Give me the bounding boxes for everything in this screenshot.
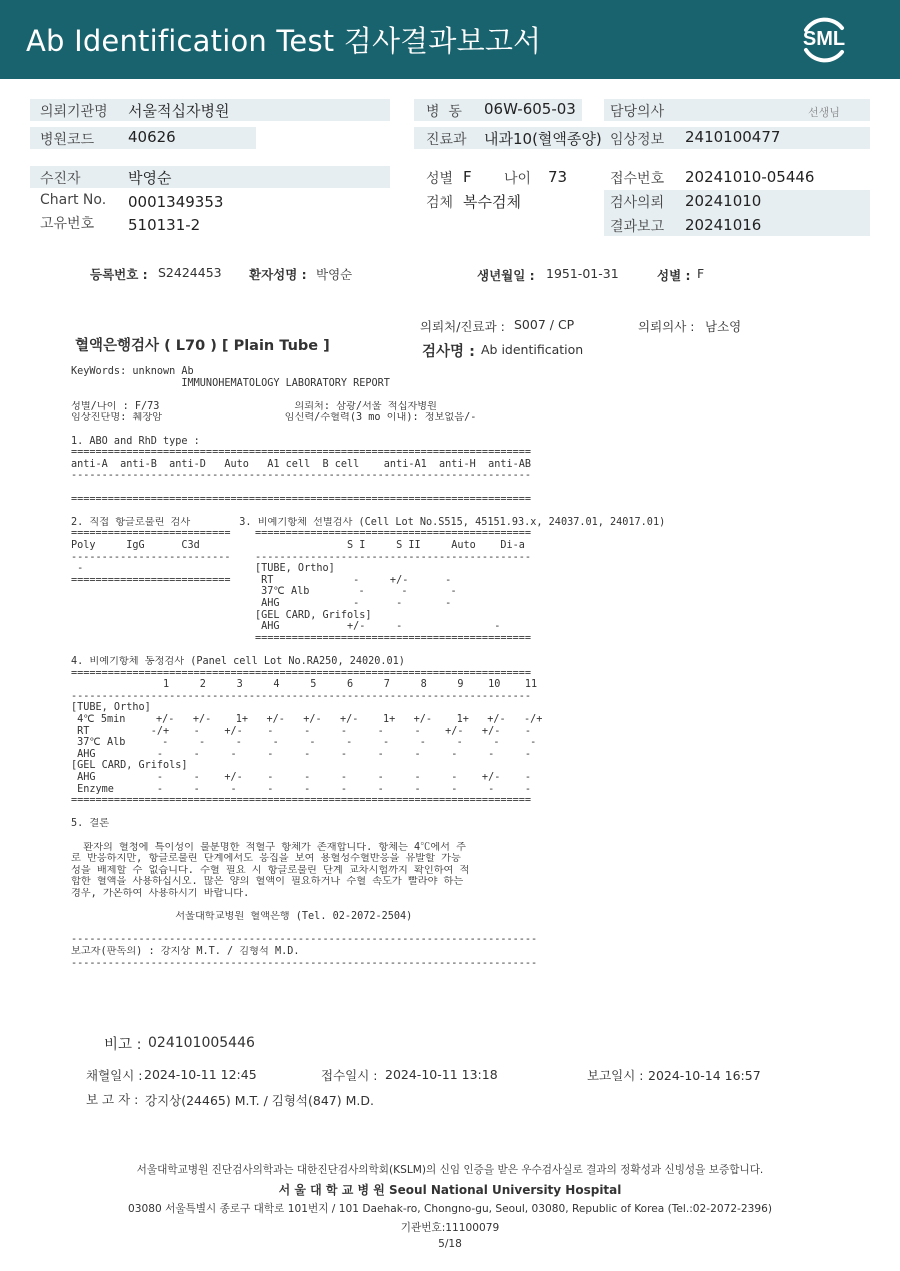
report-line: 2. 직접 항글로불린 검사 3. 비예기항체 선별검사 (Cell Lot No.S515, 45151.93.x, 24037.01, 24017.01) <box>71 516 666 528</box>
sml-logo <box>798 14 850 64</box>
footer-certification: 서울대학교병원 진단검사의학과는 대한진단검사의학회(KSLM)의 신임 인증을 받은 우수검사실로 결과의 정확성과 신빙성을 보증합니다. <box>136 1164 764 1176</box>
test-title: 혈액은행검사 ( L70 ) [ Plain Tube ] <box>75 338 330 354</box>
age-label: 나이 <box>504 171 532 187</box>
age-value: 73 <box>548 168 568 186</box>
report-time-value: 2024-10-14 16:57 <box>648 1068 761 1083</box>
report-line: --------------------------------------------------------------------------- <box>71 690 532 702</box>
note-label: 비고 : <box>104 1037 142 1053</box>
report-line: 로 반응하지만, 항글로불린 단계에서도 응집을 보여 용혈성수혈반응을 유발할 가능 <box>71 853 461 865</box>
request-label: 검사의뢰 <box>610 195 665 211</box>
report-line: 임상진단명: 췌장암 임신력/수혈력(3 mo 이내): 정보없음/- <box>71 412 477 424</box>
doctor-label: 담당의사 <box>610 104 665 120</box>
footer-hospital-name: 서 울 대 학 교 병 원 Seoul National University Hospital <box>278 1183 622 1197</box>
sex-label: 성별 <box>426 171 454 187</box>
report-line: 37℃ Alb - - - <box>71 586 457 598</box>
test-name-label: 검사명 : <box>422 344 475 360</box>
ref-doc-label: 의뢰의사 : <box>638 319 695 334</box>
chart-value: 0001349353 <box>128 193 224 211</box>
note-value: 024101005446 <box>148 1035 255 1051</box>
report-line: AHG +/- - - <box>71 621 501 633</box>
page-number: 5/18 <box>438 1238 462 1250</box>
footer-address: 03080 서울특별시 종로구 대학로 101번지 / 101 Daehak-ro, Chongno-gu, Seoul, 03080, Republic of Korea (Tel.:02-2072-2396) <box>128 1203 772 1215</box>
request-value: 20241010 <box>685 192 762 210</box>
logo-text: SML <box>802 28 846 50</box>
report-date-value: 20241016 <box>685 216 762 234</box>
report-line: [GEL CARD, Grifols] <box>71 760 188 772</box>
patient-value: 박영순 <box>128 169 172 187</box>
sex-value: F <box>463 168 472 186</box>
ward-value: 06W-605-03 <box>484 100 576 118</box>
report-line: 5. 결론 <box>71 818 110 830</box>
report-line: anti-A anti-B anti-D Auto A1 cell B cell anti-A1 anti-H anti-AB <box>71 458 532 470</box>
report-line: KeyWords: unknown Ab <box>71 366 194 377</box>
clinical-value: 2410100477 <box>685 128 781 146</box>
collect-value: 2024-10-11 12:45 <box>144 1067 257 1082</box>
report-line: 4℃ 5min +/- +/- 1+ +/- +/- +/- 1+ +/- 1+ +/- -/+ <box>71 714 543 725</box>
ref-doc-value: 남소영 <box>705 319 742 334</box>
report-line: =========================================================================== <box>71 493 532 505</box>
specimen-label: 검체 <box>426 195 454 211</box>
report-line: AHG - - - - - - - - - - - <box>71 748 532 760</box>
report-line: Poly IgG C3d S I S II Auto Di-a <box>71 540 525 551</box>
report-title: Ab Identification Test 검사결과보고서 <box>26 24 542 58</box>
report-line: 4. 비예기항체 동정검사 (Panel cell Lot No.RA250, 24020.01) <box>71 656 405 667</box>
report-line: 서울대학교병원 혈액은행 (Tel. 02-2072-2504) <box>71 911 413 923</box>
birth-label: 생년월일 : <box>477 268 535 283</box>
report-line: ============================================= <box>71 632 532 644</box>
name-label: 환자성명 : <box>249 267 307 282</box>
reporter-label: 보 고 자 : <box>86 1092 139 1107</box>
report-line: 경우, 가온하여 사용하시기 바랍니다. <box>71 888 250 899</box>
report-line: RT -/+ - +/- - - - - - +/- +/- - <box>71 725 532 737</box>
patient-label: 수진자 <box>40 171 81 187</box>
reg-value: S2424453 <box>158 265 222 280</box>
report-line: ========================== ============================================= <box>71 528 532 540</box>
report-line: 성을 배제할 수 없습니다. 수혈 필요 시 항글로불린 단계 교차시험까지 확인하여 적 <box>71 864 470 876</box>
sex2-label: 성별 : <box>657 268 691 283</box>
report-line: 합한 혈액을 사용하십시오. 많은 양의 혈액이 필요하거나 수혈 속도가 빨라야 하는 <box>71 876 464 888</box>
report-line: 보고자(판독의) : 강지상 M.T. / 김형석 M.D. <box>71 946 300 957</box>
referral-value: S007 / CP <box>514 317 575 332</box>
report-time-label: 보고일시 : <box>587 1068 644 1083</box>
ward-label: 병 동 <box>426 104 462 120</box>
report-line: =========================================================================== <box>71 795 532 807</box>
reporter-value: 강지상(24465) M.T. / 김형석(847) M.D. <box>145 1093 374 1108</box>
accept-value: 2024-10-11 13:18 <box>385 1067 498 1082</box>
test-name-value: Ab identification <box>481 342 584 357</box>
receipt-label: 접수번호 <box>610 171 665 187</box>
hospital-code-value: 40626 <box>128 128 176 146</box>
report-line: AHG - - - <box>71 598 452 609</box>
report-line: ========================== RT - +/- - <box>71 574 452 586</box>
collect-label: 채혈일시 : <box>86 1068 143 1083</box>
report-line: -------------------------- --------------------------------------------- <box>71 551 532 563</box>
report-line: - [TUBE, Ortho] <box>71 563 335 575</box>
report-line: 환자의 혈청에 특이성이 불분명한 적혈구 항체가 존재합니다. 항체는 4℃에서 주 <box>71 841 466 853</box>
reg-label: 등록번호 : <box>90 267 148 282</box>
chart-label: Chart No. <box>40 192 107 208</box>
report-line: =========================================================================== <box>71 447 532 459</box>
referral-label: 의뢰처/진료과 : <box>420 319 505 334</box>
report-line: 1 2 3 4 5 6 7 8 9 10 11 <box>71 679 538 691</box>
report-line: ---------------------------------------------------------------------------- <box>71 957 538 969</box>
report-line: =========================================================================== <box>71 667 532 679</box>
uid-label: 고유번호 <box>40 216 95 232</box>
doctor-suffix: 선생님 <box>808 106 840 119</box>
receipt-value: 20241010-05446 <box>685 168 815 186</box>
dept-value: 내과10(혈액종양) <box>484 130 602 148</box>
uid-value: 510131-2 <box>128 216 201 234</box>
report-line: ---------------------------------------------------------------------------- <box>71 934 538 946</box>
accept-label: 접수일시 : <box>321 1068 378 1083</box>
report-line: 성별/나이 : F/73 의뢰처: 삼광/서울 적십자병원 <box>71 400 437 412</box>
report-line: 37℃ Alb - - - - - - - - - - - <box>71 737 537 749</box>
institution-label: 의뢰기관명 <box>40 104 108 120</box>
report-line: [TUBE, Ortho] <box>71 702 151 714</box>
report-date-label: 결과보고 <box>610 219 665 235</box>
report-line: [GEL CARD, Grifols] <box>71 609 372 621</box>
institution-value: 서울적십자병원 <box>128 102 230 120</box>
report-line: --------------------------------------------------------------------------- <box>71 470 532 482</box>
report-line: IMMUNOHEMATOLOGY LABORATORY REPORT <box>71 377 390 389</box>
dept-label: 진료과 <box>426 132 467 148</box>
patient-bar <box>30 166 390 188</box>
report-header <box>0 0 900 79</box>
report-line: AHG - - +/- - - - - - - +/- - <box>71 772 532 783</box>
footer-org-number: 기관번호:11100079 <box>400 1222 500 1234</box>
hospital-code-label: 병원코드 <box>40 132 95 148</box>
report-line: 1. ABO and RhD type : <box>71 435 200 447</box>
sex2-value: F <box>697 266 705 281</box>
birth-value: 1951-01-31 <box>546 266 619 281</box>
name-value: 박영순 <box>316 267 353 282</box>
clinical-label: 임상정보 <box>610 132 665 148</box>
specimen-value: 복수검체 <box>463 193 521 211</box>
report-line: Enzyme - - - - - - - - - - - <box>71 783 532 795</box>
